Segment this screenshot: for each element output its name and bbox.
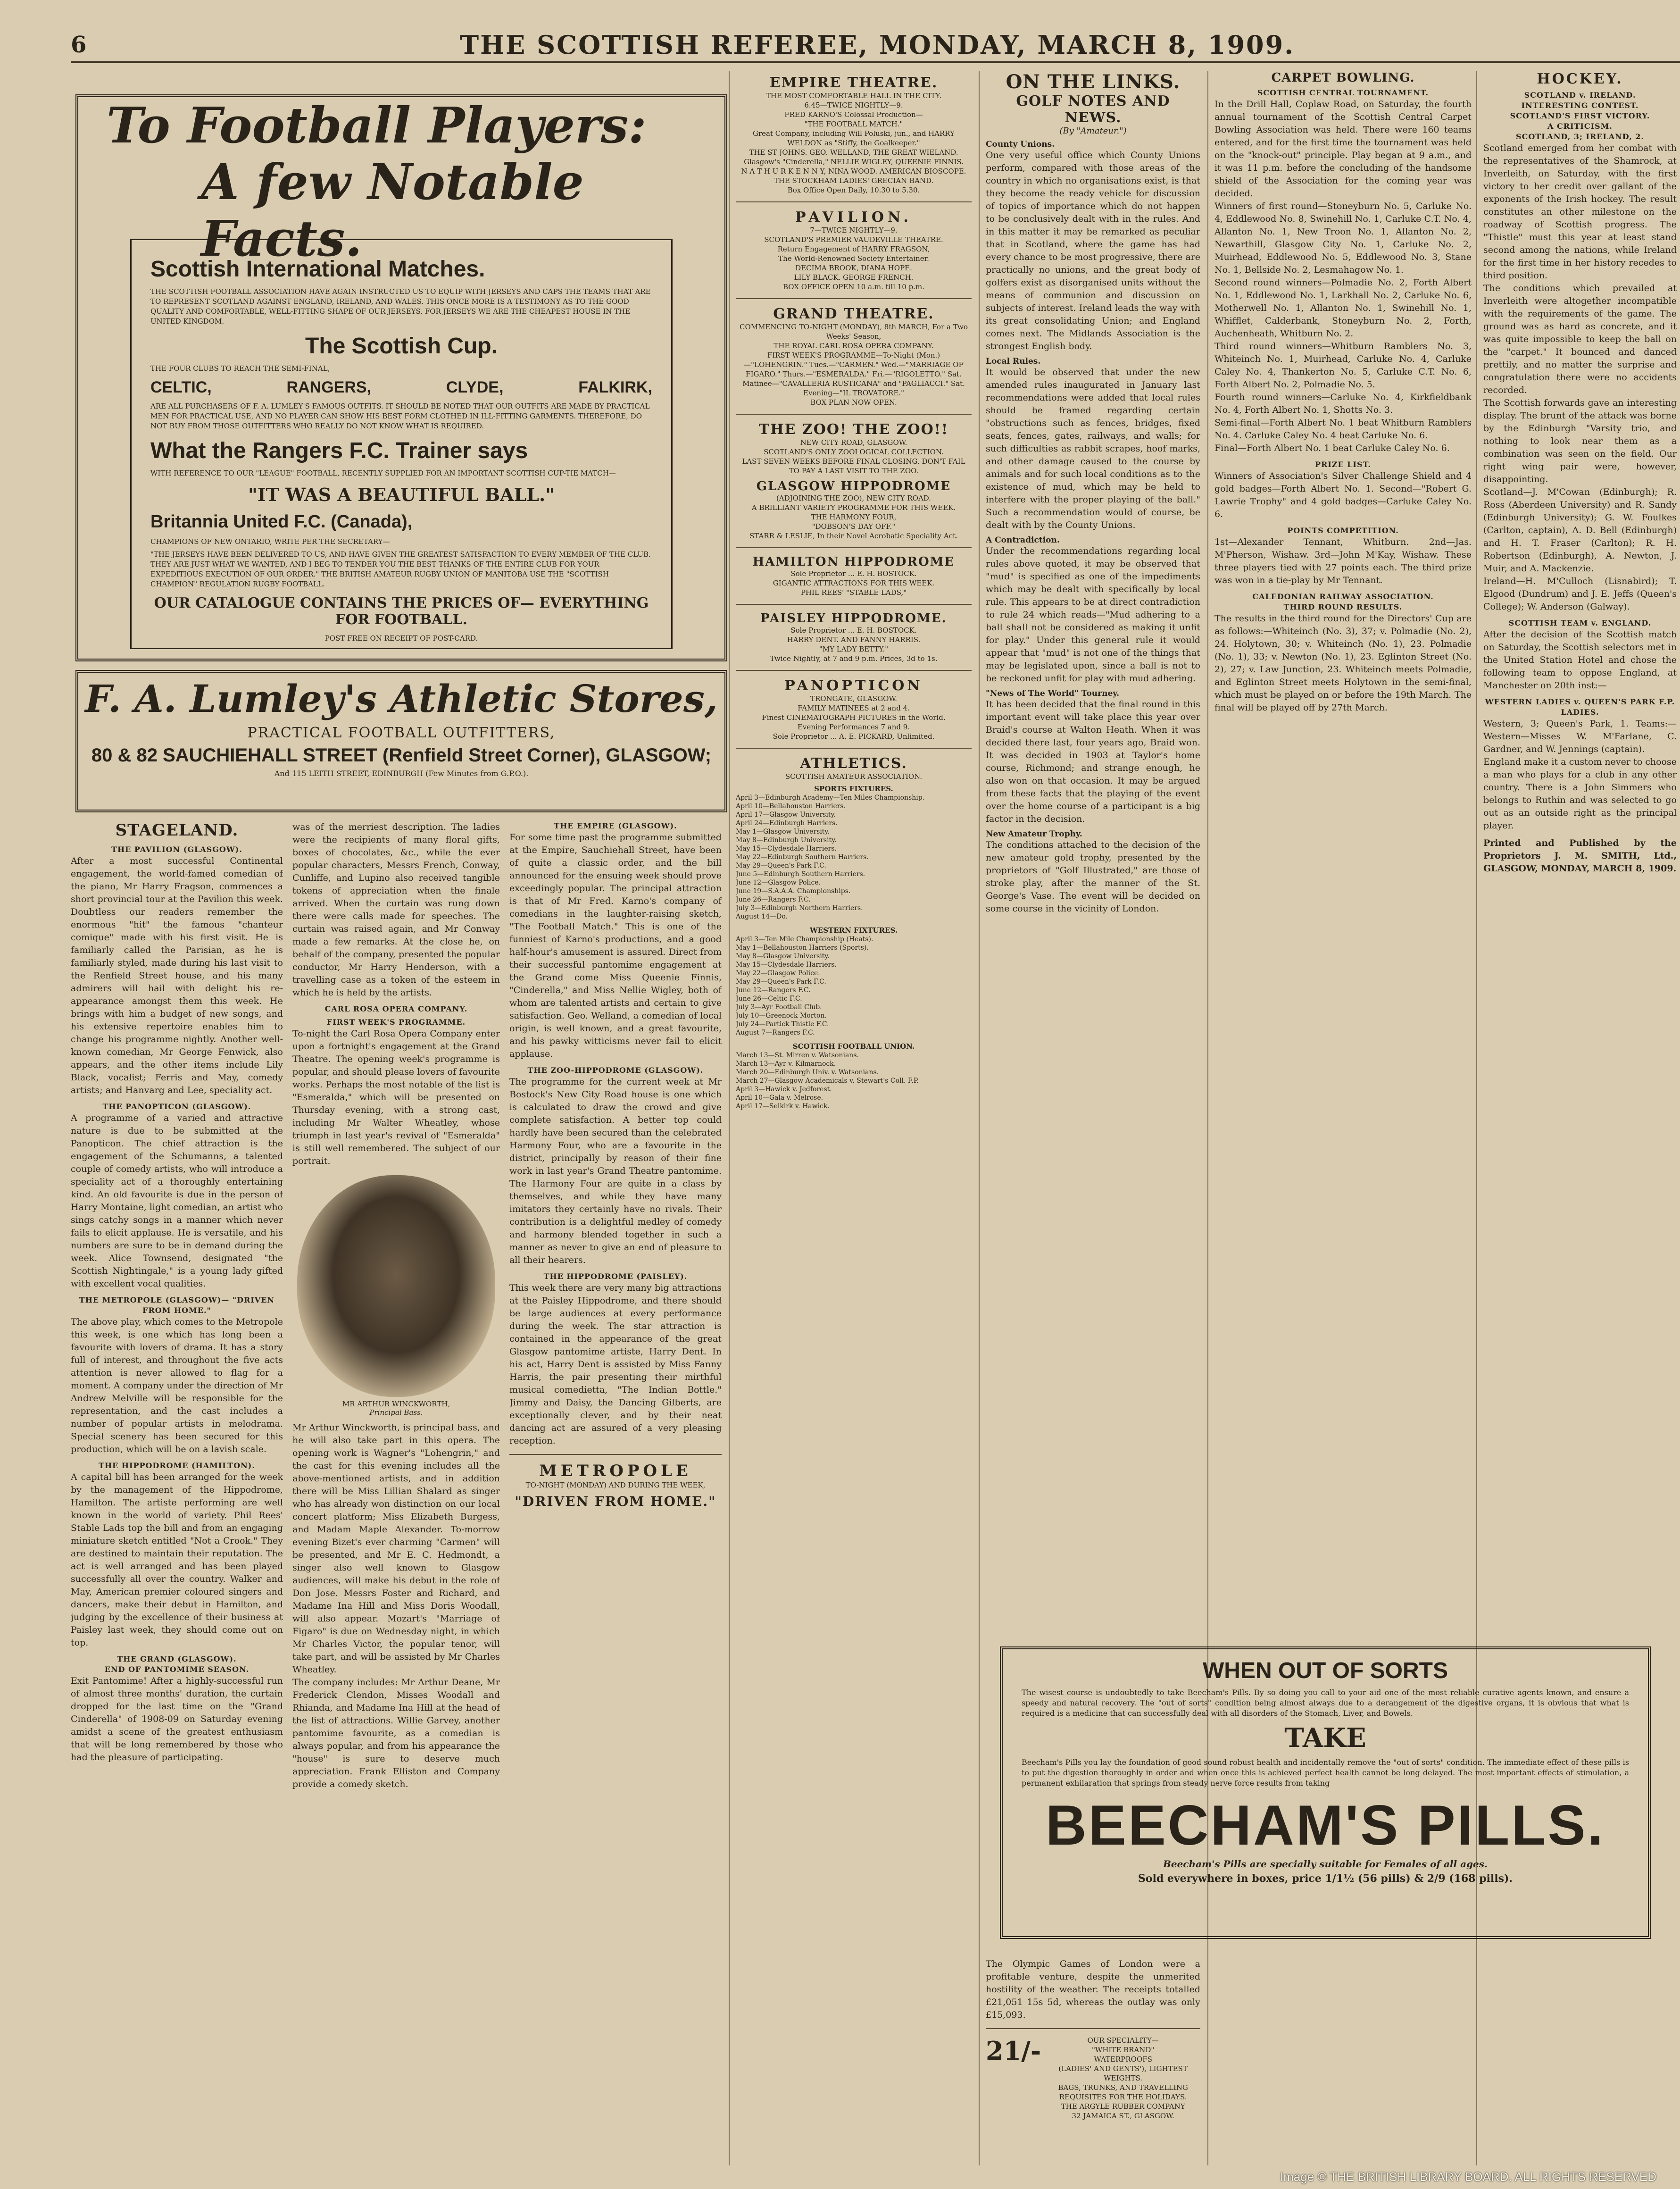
portrait-caption: Principal Bass.	[369, 1408, 423, 1417]
list-item: DECIMA BROOK, DIANA HOPE.	[795, 264, 912, 272]
opera-column	[292, 821, 500, 2180]
newspaper-title: THE SCOTTISH REFEREE, MONDAY, MARCH 8, 1909.	[459, 30, 1295, 60]
masthead	[71, 28, 1680, 63]
advert-take: TAKE	[1284, 1722, 1366, 1754]
list-item: BOX OFFICE OPEN 10 a.m. till 10 p.m.	[783, 283, 924, 291]
article-subheading: THE GRAND (GLASGOW).	[117, 1654, 237, 1663]
advert-tagline: Beecham's Pills are specially suitable for Females of all ages.	[1163, 1858, 1488, 1870]
list-item: April 24—Edinburgh Harriers.	[736, 819, 838, 827]
article-text: For some time past the programme submitted at the Empire, Sauchiehall Street, have been of quite a classic order, and the bill announced for the ensuing week should prove exceedingly popular. The principal attraction is that of Mr Fred. Karno's company of comedians in the laughter-raising sketch, "The Football Match." This is one of the funniest of Karno's productions, and a good half-hour's amusement is assured. Direct from their successful pantomime engagement at the Grand come Miss Queenie Finnis, "Cinderella," and Miss Nellie Wigley, both of whom are talented artists and certain to give satisfaction. Geo. Welland, a comedian of local origin, is well known, and a great favourite, and his pawky witticisms never fail to elicit applause.	[509, 832, 722, 1059]
list-item: LILY BLACK. GEORGE FRENCH.	[794, 273, 914, 282]
list-item: Return Engagement of HARRY FRAGSON,	[777, 245, 930, 253]
list-item: SCOTLAND'S PREMIER VAUDEVILLE THEATRE.	[764, 235, 943, 244]
article-text: The Scottish forwards gave an interesting display. The brunt of the attack was borne by the Edinburgh "Varsity trio, and nothing to look near them as a combination was seen on the field. Our right wing pair were, however, disappointing.	[1483, 398, 1677, 485]
article-text: Mr Arthur Winckworth, is principal bass, and he will also take part in this opera. The opening work is Wagner's "Lohengrin," and the cast for this evening includes all the above-mentioned artists, and in addition there will be Miss Lillian Shalard as singer who has already won distinction on our local concert platform; Miss Elizabeth Burgess, and Madam Maple Alexander. To-morrow evening Bizet's ever charming "Carmen" will be presented, and Mr E. C. Hedmondt, a singer also well known to Glasgow audiences, will make his debut in the role of Don Jose. Messrs Foster and Richard, and Madame Ina Hill and Miss Doris Woodall, will also appear. Mozart's "Marriage of Figaro" is due on Wednesday night, in which Mr Charles Victor, the popular tenor, will take part, and will be assisted by Mr Charles Wheatley.	[292, 1422, 500, 1675]
panopticon-listing	[736, 694, 972, 741]
article-subheading: County Unions.	[986, 140, 1055, 149]
metropole-title: METROPOLE	[539, 1462, 692, 1480]
list-item: Evening Performances 7 and 9.	[797, 723, 910, 731]
section-title: Britannia United F.C. (Canada),	[150, 512, 413, 532]
article-subheading: FIRST WEEK'S PROGRAMME.	[326, 1018, 466, 1027]
article-subheading: "News of The World" Tourney.	[986, 689, 1120, 698]
section-title: The Scottish Cup.	[305, 334, 498, 359]
section-heading: ON THE LINKS.	[1006, 71, 1181, 93]
fixtures-heading: SPORTS FIXTURES.	[814, 785, 893, 793]
list-item: April 3—Ten Mile Championship (Heats).	[736, 936, 873, 943]
athletics-subtitle: SCOTTISH AMATEUR ASSOCIATION.	[785, 772, 923, 781]
section-heading: STAGELAND.	[115, 821, 239, 840]
list-item: June 12—Rangers F.C.	[736, 986, 811, 994]
section-text: ARE ALL PURCHASERS OF F. A. LUMLEY'S FAMOUS OUTFITS. IT SHOULD BE NOTED THAT OUR OUTFITS ARE MADE BY PRACTICAL MEN FOR PRACTICAL USE, AND NO PLAYER CAN SHOW HIS BEST FORM CLOTHED IN ILL-FITTING GARMENTS. THEREFORE, DO NOT BUY FROM THOSE OUTFITTERS WHO REALLY DO NOT KNOW WHAT IS REQUIRED.	[150, 402, 650, 430]
zoo-listing	[736, 438, 972, 476]
article-subheading: THE PAVILION (GLASGOW).	[111, 845, 242, 854]
list-item: March 20—Edinburgh Univ. v. Watsonians.	[736, 1069, 879, 1076]
empire-listing	[736, 100, 972, 195]
empire-subtitle: THE MOST COMFORTABLE HALL IN THE CITY.	[765, 92, 942, 100]
article-subheading: SCOTLAND v. IRELAND.	[1524, 91, 1636, 100]
column-rule	[729, 71, 730, 2165]
article-subheading: SCOTLAND'S FIRST VICTORY.	[1510, 111, 1650, 120]
list-item: July 3—Edinburgh Northern Harriers.	[736, 904, 863, 912]
article-text: Second round winners—Polmadie No. 2, Forth Albert No. 1, Eddlewood No. 1, Larkhall No. 2, Carluke No. 6, Motherwell No. 1, Allanton No. 1, Swinehill No. 1, Whifflet, Calderbank, Stoneyburn No. 2, Forth, Auchenheath, Whitburn No. 2.	[1214, 277, 1472, 339]
advert-headline-2: A few Notable Facts.	[201, 153, 584, 267]
list-item: Sole Proprietor ... E. H. BOSTOCK.	[790, 569, 917, 578]
article-text: After a most successful Continental engagement, the world-famed comedian of the piano, Mr Harry Fragson, commences a short provincial tour at the Pavilion this week. Doubtless our readers remember the enormous "hit" the famous "chanteur comique" made with his first visit. He is familiarly called the Parisian, as he is familiarly styled, made during his last visit to the Renfield Street house, and his many admirers will hail with delight his re-appearance amongst them this week. He brings with him a budget of new songs, and his extensive repertoire enables him to change his programme nightly. Another well-known comedian, Mr George Fenwick, also appears, and the other items include Lily Black, vocalist; Ferris and May, comedy artists; and Hanvarg and Lee, speciality act.	[71, 856, 283, 1095]
list-item: THE STOCKHAM LADIES' GRECIAN BAND.	[773, 176, 934, 185]
article-subheading: CARL ROSA OPERA COMPANY.	[324, 1004, 468, 1013]
list-item: HARRY DENT. AND FANNY HARRIS.	[787, 635, 921, 644]
article-text: The programme for the current week at Mr Bostock's New City Road house is one which is calculated to draw the crowd and give complete satisfaction. A better top could hardly have been secured than the celebrated Harmony Four, who are a favourite in the district, principally by reason of their fine work in last year's Grand Theatre pantomime. The Harmony Four are quite in a class by themselves, and while they have many imitators they certainly have no rivals. Their contribution is a delightful medley of comedy and harmony blended together in such a manner as never to give an end of pleasure to all their hearers.	[509, 1077, 722, 1265]
article-text: Scotland—J. M'Cowan (Edinburgh); R. Ross (Aberdeen University) and R. Sandy (Edinburgh University); G. W. Foulkes (Carlton, captain), A. D. Bell (Edinburgh) and H. T. Fraser (Carlton); R. H. Robertson (Edinburgh), A. Newton, J. Muir, and A. Mackenzie.	[1483, 487, 1677, 574]
section-title: Scottish International Matches.	[150, 257, 485, 282]
list-item: April 3—Edinburgh Academy—Ten Miles Championship.	[736, 794, 925, 802]
list-item: The World-Renowned Society Entertainer.	[778, 254, 929, 263]
list-item: BOX PLAN NOW OPEN.	[810, 398, 897, 407]
club-name: RANGERS,	[286, 378, 371, 396]
metropole-line: TO-NIGHT (MONDAY) AND DURING THE WEEK,	[525, 1481, 706, 1489]
advert-brand: BEECHAM'S PILLS.	[1046, 1794, 1605, 1857]
portrait-image	[297, 1175, 495, 1397]
panopticon-title: PANOPTICON	[784, 677, 923, 694]
article-subheading: A CRITICISM.	[1547, 122, 1613, 131]
list-item: LAST SEVEN WEEKS BEFORE FINAL CLOSING. DON'T FAIL TO PAY A LAST VISIT TO THE ZOO.	[742, 457, 965, 475]
article-subheading: A Contradiction.	[986, 535, 1060, 545]
article-text: It would be observed that under the new amended rules inaugurated in January last recommendations were added that local rules should be framed regarding certain "obstructions such as fences, bridges, fixed seats, fences, gates, railways, and walls; for such difficulties as rabbit scrapes, hoof marks, and other damage caused to the course by animals and for such local conditions as to the existence of mud, which may be held to interfere with the proper playing of the ball." Such a recommendation would of course, be dealt with by the County Unions.	[986, 367, 1200, 530]
list-item: April 17—Glasgow University.	[736, 811, 836, 819]
section-text: "THE JERSEYS HAVE BEEN DELIVERED TO US, AND HAVE GIVEN THE GREATEST SATISFACTION TO EVERY MEMBER OF THE CLUB. THEY ARE JUST WHAT WE WANTED, AND I BEG TO TENDER YOU THE BEST THANKS OF THE ENTIRE CLUB FOR YOUR EXPEDITIOUS EXECUTION OF OUR ORDER." THE BRITISH AMATEUR RUGBY UNION OF MANITOBA USE THE "SCOTTISH CHAMPION" REGULATION RUGBY FOOTBALL.	[150, 550, 651, 588]
list-item: PHIL REES' "STABLE LADS,"	[800, 588, 907, 597]
article-subheading: POINTS COMPETITION.	[1287, 526, 1399, 535]
article-subheading: THE PANOPTICON (GLASGOW).	[102, 1102, 251, 1111]
article-text: The company includes: Mr Arthur Deane, Mr Frederick Clendon, Misses Woodall and Rhianda, and Madame Ina Hill at the head of the list of attractions. Willie Garvey, another pantomime favourite, as a comedian is always popular, and from his appearance the "house" is sure to deserve much appreciation. Frank Elliston and Company provide a comedy sketch.	[292, 1677, 500, 1789]
section-heading: CARPET BOWLING.	[1271, 71, 1415, 85]
article-text: Final—Forth Albert No. 1 beat Carluke Caley No. 6.	[1214, 443, 1450, 453]
list-item: (ADJOINING THE ZOO), NEW CITY ROAD.	[776, 494, 931, 502]
list-item: August 14—Do.	[736, 913, 788, 920]
empire-title: EMPIRE THEATRE.	[769, 75, 938, 91]
stageland-column	[71, 821, 283, 2180]
paisley-hippodrome-title: PAISLEY HIPPODROME.	[760, 611, 947, 626]
article-text: Winners of first round—Stoneyburn No. 5, Carluke No. 4, Eddlewood No. 8, Swinehill No. 1, Carluke C.T. No. 4, Allanton No. 1, New Troon No. 1, Allanton No. 2, Newarthill, Glasgow City No. 1, Carluke No. 2, Muirhead, Eddlewood No. 5, Eddlewood No. 3, Stane No. 1, Bellside No. 2, Lesmahagow No. 1.	[1214, 201, 1472, 275]
article-text: Winners of Association's Silver Challenge Shield and 4 gold badges—Forth Albert No. 1. Second—"Robert G. Lawrie Trophy" and 4 gold badges—Carluke Caley No. 6.	[1214, 471, 1472, 519]
store-tagline: PRACTICAL FOOTBALL OUTFITTERS,	[247, 725, 556, 741]
list-item: FAMILY MATINEES at 2 and 4.	[798, 704, 910, 712]
list-item: May 8—Glasgow University.	[736, 952, 830, 960]
article-subheading: THE ZOO-HIPPODROME (GLASGOW).	[527, 1066, 704, 1075]
list-item: June 5—Edinburgh Southern Harriers.	[736, 870, 865, 878]
section-title: What the Rangers F.C. Trainer says	[150, 438, 528, 463]
list-item: THE ST JOHNS. GEO. WELLAND, THE GREAT WIELAND.	[749, 148, 958, 157]
article-subheading: SCOTLAND, 3; IRELAND, 2.	[1516, 132, 1644, 141]
list-item: THE ARGYLE RUBBER COMPANY	[1061, 2102, 1185, 2111]
article-text: Under the recommendations regarding local rules above quoted, it may be observed that "mud" is specified as one of the impediments which may be dealt with specifically by local rule. This appears to be at direct contradiction to rule 24 which reads—"Mud adhering to a ball shall not be considered as making it unfit for play." Under this general rule it would appear that "mud" is not one of the things that may be legislated upon, since a ball is not to be reckoned unfit for play with mud adhering.	[986, 546, 1200, 684]
article-text: It has been decided that the final round in this important event will take place this year over Braid's course at Walton Heath. When it was decided there last, four years ago, Braid won. It was decided in 1903 at Taylor's home course, Richmond; and strange enough, he also won on that occasion. It may be argued from these facts that the playing of the event over the home course of a participant is a big factor in the decision.	[986, 699, 1200, 824]
list-item: FRED KARNO'S Colossal Production—	[784, 110, 923, 119]
article-subheading: SCOTTISH TEAM v. ENGLAND.	[1508, 618, 1652, 627]
article-text: Semi-final—Forth Albert No. 1 beat Whitburn Ramblers No. 4. Carluke Caley No. 4 beat Carluke No. 6.	[1214, 418, 1472, 441]
article-subheading: New Amateur Trophy.	[986, 829, 1082, 839]
section-text: THE SCOTTISH FOOTBALL ASSOCIATION HAVE AGAIN INSTRUCTED US TO EQUIP WITH JERSEYS AND CAPS THE TEAMS THAT ARE TO REPRESENT SCOTLAND AGAINST ENGLAND, IRELAND, AND WALES. THIS ONCE MORE IS A TESTIMONY AS TO THE GOOD QUALITY AND COMFORTABLE, WELL-FITTING SHAPE OF OUR JERSEYS. FOR JERSEYS WE ARE THE CHEAPEST HOUSE IN THE UNITED KINGDOM.	[150, 287, 651, 326]
article-subheading: THIRD ROUND RESULTS.	[1283, 602, 1403, 611]
list-item: July 24—Partick Thistle F.C.	[736, 1020, 829, 1028]
article-subheading: END OF PANTOMIME SEASON.	[104, 1665, 250, 1674]
store-name: F. A. Lumley's Athletic Stores,	[85, 677, 718, 721]
article-text: The Olympic Games of London were a profitable venture, despite the unmerited hostility of the weather. The receipts totalled £21,051 15s 5d, whereas the outlay was only £15,093.	[986, 1959, 1200, 2020]
article-text: The results in the third round for the Directors' Cup are as follows:—Whiteinch (No. 3), 37; v. Polmadie (No. 2), 24. Holytown, 30; v. Whiteinch (No. 1), 23. Polmadie (No. 1), 33; v. Newton (No. 1), 23. Eglinton Street (No. 2), 27; v. Law Junction, 23. Whiteinch meets Polmadie, and Eglinton Street meets Holytown in the semi-final, which must be played on or before the 19th March. The final will be played off by 27th March.	[1214, 613, 1472, 713]
sfu-fixture-list	[736, 1051, 972, 1111]
grand-listing	[736, 322, 972, 407]
list-item: May 22—Edinburgh Southern Harriers.	[736, 853, 869, 861]
list-item: May 15—Clydesdale Harriers.	[736, 961, 837, 969]
column-rule	[979, 71, 980, 2165]
article-subheading: INTERESTING CONTEST.	[1521, 101, 1639, 110]
list-item: Sole Proprietor ... E. H. BOSTOCK.	[790, 626, 917, 635]
list-item: May 15—Clydesdale Harriers.	[736, 845, 837, 852]
article-text: After the decision of the Scottish match on Saturday, the Scottish selectors met in the United Station Hotel and chose the following team to oppose England, at Manchester on 20th inst:—	[1483, 629, 1677, 691]
store-address: 80 & 82 SAUCHIEHALL STREET (Renfield Street Corner), GLASGOW;	[91, 745, 712, 766]
list-item: June 19—S.A.A.A. Championships.	[736, 887, 851, 895]
list-item: Finest CINEMATOGRAPH PICTURES in the World.	[762, 713, 946, 722]
lumley-stores-advert	[75, 670, 727, 812]
olympic-note	[986, 1958, 1200, 2180]
list-item: May 22—Glasgow Police.	[736, 969, 820, 977]
list-item: COMMENCING TO-NIGHT (MONDAY), 8th MARCH, For a Two Weeks' Season,	[739, 323, 968, 341]
list-item: May 8—Edinburgh University.	[736, 836, 837, 844]
list-item: May 29—Queen's Park F.C.	[736, 862, 826, 869]
pavilion-listing	[736, 226, 972, 292]
theatre-news-column	[509, 821, 722, 2180]
list-item: May 1—Glasgow University.	[736, 828, 830, 835]
article-text: Third round winners—Whitburn Ramblers No. 3, Whiteinch No. 1, Muirhead, Carluke No. 4, Carluke Caley No. 4, Thankerton No. 5, Carluke C.T. No. 6, Forth Albert No. 2, Polmadie No. 5.	[1214, 341, 1472, 390]
club-name: CELTIC,	[150, 378, 212, 396]
club-name: FALKIRK,	[578, 378, 652, 396]
article-subheading: SCOTTISH CENTRAL TOURNAMENT.	[1257, 88, 1429, 97]
article-text: The conditions attached to the decision of the new amateur gold trophy, presented by the proprietors of "Golf Illustrated," are those of stroke play, after the manner of the St. George's Vase. The event will be decided on some course in the vicinity of London.	[986, 840, 1200, 914]
pavilion-title: PAVILION.	[795, 209, 912, 226]
list-item: May 1—Bellahouston Harriers (Sports).	[736, 944, 869, 952]
section-text: WITH REFERENCE TO OUR "LEAGUE" FOOTBALL, RECENTLY SUPPLIED FOR AN IMPORTANT SCOTTISH CUP-TIE MATCH—	[150, 469, 616, 477]
advert-price: Sold everywhere in boxes, price 1/1½ (56 pills) & 2/9 (168 pills).	[1138, 1872, 1513, 1885]
list-item: May 29—Queen's Park F.C.	[736, 978, 826, 986]
list-item: "WHITE BRAND"	[1092, 2046, 1155, 2054]
paisley-hippodrome-listing	[736, 626, 972, 663]
article-subheading: THE HIPPODROME (HAMILTON).	[99, 1461, 255, 1470]
list-item: 32 JAMAICA ST., GLASGOW.	[1072, 2112, 1174, 2120]
list-item: "MY LADY BETTY."	[819, 645, 889, 653]
list-item: June 12—Glasgow Police.	[736, 879, 821, 886]
article-text: Ireland—H. M'Culloch (Lisnabird); T. Elgood (Dundrum) and J. E. Jeffs (Queen's College); W. Anderson (Galway).	[1483, 576, 1677, 612]
list-item: April 17—Selkirk v. Hawick.	[736, 1103, 830, 1110]
western-fixtures-heading: WESTERN FIXTURES.	[809, 926, 898, 935]
list-item: GIGANTIC ATTRACTIONS FOR THIS WEEK.	[773, 579, 935, 587]
list-item: 7—TWICE NIGHTLY—9.	[810, 226, 898, 234]
western-fixture-list	[736, 935, 972, 1037]
hamilton-hippodrome-title: HAMILTON HIPPODROME	[752, 555, 955, 569]
list-item: OUR SPECIALITY—	[1087, 2036, 1159, 2045]
advert-inner-box	[130, 239, 673, 649]
list-item: Sole Proprietor ... A. E. PICKARD, Unlimited.	[773, 732, 935, 741]
list-item: NEW CITY ROAD, GLASGOW.	[800, 438, 907, 447]
list-item: THE ROYAL CARL ROSA OPERA COMPANY.	[773, 342, 934, 350]
article-text: Fourth round winners—Carluke No. 4, Kirkfieldbank No. 4, Forth Albert No. 1, Shotts No. 3.	[1214, 392, 1472, 415]
article-text: was of the merriest description. The ladies were the recipients of many floral gifts, boxes of chocolates, &c., while the ever popular characters, Messrs French, Conway, Cunliffe, and Lupino also received tangible tokens of appreciation when the finale arrived. When the curtain was rung down there were calls made for speeches. The curtain was raised again, and Mr Conway made a few remarks. At the close he, on behalf of the company, presented the popular conductor, Mr Harry Henderson, with a travelling case as a token of the esteem in which he is held by the artists.	[292, 822, 500, 998]
article-subheading: THE METROPOLE (GLASGOW)— "DRIVEN FROM HOME."	[79, 1295, 275, 1315]
advert-body: Beecham's Pills you lay the foundation of good sound robust health and incidentally remove the "out of sorts" condition. The immediate effect of these pills is to put the digestion thoroughly in order and when once this is achieved perfect health cannot be long delayed. The most important effects of stimulation, a permanent exhilaration that springs from steady nerve force results from taking	[1022, 1758, 1629, 1788]
advert-title: WHEN OUT OF SORTS	[1203, 1658, 1448, 1683]
catalogue-post: POST FREE ON RECEIPT OF POST-CARD.	[324, 634, 478, 643]
sfu-heading: SCOTTISH FOOTBALL UNION.	[792, 1042, 915, 1051]
article-subheading: THE EMPIRE (GLASGOW).	[554, 821, 677, 830]
article-subheading: Local Rules.	[986, 357, 1041, 366]
article-text: 1st—Alexander Tennant, Whitburn. 2nd—Jas. M'Pherson, Wishaw. 3rd—John M'Kay, Wishaw. These three players tied with 27 points each. The third prize was won in a tie-play by Mr Tennant.	[1214, 537, 1472, 585]
portrait-caption: MR ARTHUR WINCKWORTH,	[342, 1400, 450, 1408]
trainer-quote: "IT WAS A BEAUTIFUL BALL."	[248, 484, 555, 505]
article-subheading: WESTERN LADIES v. QUEEN'S PARK F.P. LADIES.	[1485, 697, 1675, 717]
article-text: One very useful office which County Unions perform, compared with those areas of the country in which no organisations exist, is that they become the ready vehicle for discussion of topics of importance which do not happen to be conclusively dealt with in the rules. And in this matter it may be remarked as peculiar that in Scotland, where the game has had every chance to be most progressive, there are practically no unions, and the great body of golfers exist as disorganised units without the means of communion and discussion on subjects of interest. Ireland leads the way with its great consolidating Union; and England comes next. The Midlands Association is the strongest English body.	[986, 150, 1200, 351]
list-item: March 13—St. Mirren v. Watsonians.	[736, 1052, 859, 1059]
article-text: A capital bill has been arranged for the week by the management of the Hippodrome, Hamilton. The artiste performing are well known in the world of variety. Phil Rees' Stable Lads top the bill and from an engaging miniature sketch entitled "Not a Crook." They are destined to maintain their reputation. The act is well arranged and has been played successfully all over the country. Walker and May, American premier coloured singers and dancers, make their debut in Hamilton, and judging by the excellence of their business at Paisley last week, they should come out on top.	[71, 1472, 283, 1648]
byline: (By "Amateur.")	[1059, 126, 1127, 136]
metropole-play: "DRIVEN FROM HOME."	[515, 1494, 716, 1509]
list-item: July 10—Greenock Morton.	[736, 1012, 827, 1019]
article-text: Western, 3; Queen's Park, 1. Teams:—Western—Misses W. M'Farlane, C. Gardner, and W. Jennings (captain).	[1483, 719, 1677, 754]
section-heading: HOCKEY.	[1537, 71, 1623, 87]
article-text: In the Drill Hall, Coplaw Road, on Saturday, the fourth annual tournament of the Scottish Central Carpet Bowling Association was held. There were 160 teams entered, and for the first time the tournament was held on the "knock-out" principle. Play began at 9 a.m., and it was 11 p.m. before the concluding of the handsome shield of the Association for the coming year was decided.	[1214, 99, 1472, 199]
list-item: THE HARMONY FOUR,	[811, 513, 897, 521]
list-item: 6.45—TWICE NIGHTLY—9.	[804, 101, 903, 109]
list-item: "DOBSON'S DAY OFF."	[812, 522, 896, 531]
list-item: April 10—Bellahouston Harriers.	[736, 802, 846, 810]
carpet-bowling-column	[1214, 71, 1472, 1637]
list-item: Twice Nightly, at 7 and 9 p.m. Prices, 3d to 1s.	[770, 654, 938, 663]
football-players-advert	[75, 94, 727, 661]
list-item: March 27—Glasgow Academicals v. Stewart's Coll. F.P.	[736, 1077, 919, 1085]
list-item: WATERPROOFS	[1094, 2055, 1152, 2064]
zoo-title: THE ZOO! THE ZOO!!	[758, 421, 949, 438]
fixture-list	[736, 794, 972, 921]
section-subheading: GOLF NOTES AND NEWS.	[1016, 93, 1170, 126]
grand-title: GRAND THEATRE.	[773, 306, 934, 322]
article-text: The conditions which prevailed at Inverleith were altogether incompatible with the requirements of the game. The ground was as hard as concrete, and it was quite impossible to keep the ball on the "carpet." It bounced and danced prettily, and no matter the surprise and congratulation there were no accidents recorded.	[1483, 283, 1677, 395]
golf-column	[986, 71, 1200, 1637]
list-item: BAGS, TRUNKS, AND TRAVELLING REQUISITES FOR THE HOLIDAYS.	[1058, 2083, 1188, 2101]
article-subheading: CALEDONIAN RAILWAY ASSOCIATION.	[1252, 592, 1434, 601]
list-item: June 26—Rangers F.C.	[736, 896, 811, 903]
list-item: (LADIES' AND GENTS'), LIGHTEST WEIGHTS.	[1058, 2064, 1188, 2082]
store-branch: And 115 LEITH STREET, EDINBURGH (Few Minutes from G.P.O.).	[274, 769, 529, 778]
section-text: CHAMPIONS OF NEW ONTARIO, WRITE PER THE SECRETARY—	[150, 537, 390, 546]
article-text: To-night the Carl Rosa Opera Company enter upon a fortnight's engagement at the Grand Theatre. The opening week's programme is popular, and should please lovers of favourite works. Perhaps the most notable of the list is "Esmeralda," which will be presented on Thursday evening, with a strong cast, including Mr Walter Wheatley, whose triumph in last year's revival of "Esmeralda" is still well remembered. The subject of our portrait.	[292, 1028, 500, 1166]
list-item: August 7—Rangers F.C.	[736, 1029, 815, 1036]
list-item: "THE FOOTBALL MATCH."	[804, 120, 903, 128]
list-item: June 26—Celtic F.C.	[736, 995, 802, 1003]
list-item: Box Office Open Daily, 10.30 to 5.30.	[787, 186, 920, 194]
theatre-adverts-column	[736, 71, 972, 2165]
list-item: July 3—Ayr Football Club.	[736, 1003, 822, 1011]
list-item: April 10—Gala v. Melrose.	[736, 1094, 823, 1102]
image-credit: Image © THE BRITISH LIBRARY BOARD. ALL RIGHTS RESERVED	[1280, 2170, 1656, 2184]
list-item: March 13—Ayr v. Kilmarnock.	[736, 1060, 836, 1068]
list-item: FIRST WEEK'S PROGRAMME—To-Night (Mon.)—"LOHENGRIN." Tues.—"CARMEN." Wed.—"MARRIAGE OF FIGARO." Thurs.—"ESMERALDA." Fri.—"RIGOLETTO." Sat. Matinee—"CAVALLERIA RUSTICANA" and "PAGLIACCI." Sat. Evening—"IL TROVATORE."	[742, 351, 965, 397]
list-item: TRONGATE, GLASGOW.	[810, 694, 898, 703]
rubber-price: 21/-	[986, 2036, 1041, 2066]
list-item: STARR & LESLIE, In their Novel Acrobatic Speciality Act.	[749, 532, 958, 540]
glasgow-hippodrome-title: GLASGOW HIPPODROME	[756, 479, 951, 493]
article-text: This week there are very many big attractions at the Paisley Hippodrome, and there should be large audiences at every performance during the week. The star attraction is contained in the appearance of the great Glasgow pantomime artiste, Harry Dent. In his act, Harry Dent is assisted by Miss Fanny Harris, the pair presenting their mirthful musical comedietta, "The Indian Bottle." Jimmy and Daisy, the Dancing Gilberts, are exceptionally clever, and by their neat dancing act are assured of a very pleasing reception.	[509, 1283, 722, 1446]
list-item: Great Company, including Will Poluski, jun., and HARRY WELDON as "Stiffy, the Goalkeeper."	[752, 129, 955, 147]
club-name: CLYDE,	[446, 378, 504, 396]
glasgow-hippodrome-listing	[736, 493, 972, 541]
article-text: Exit Pantomime! After a highly-successful run of almost three months' duration, the curtain dropped for the last time on the "Grand Cinderella" of 1908-09 on Saturday evening amidst a scene of the greatest enthusiasm that will be long remembered by those who had the pleasure of participating.	[71, 1676, 283, 1763]
advert-headline-1: To Football Players:	[107, 96, 647, 154]
catalogue-line: OUR CATALOGUE CONTAINS THE PRICES OF— EVERYTHING FOR FOOTBALL.	[154, 595, 649, 628]
imprint: Printed and Published by the Proprietors J. M. SMITH, Ltd., GLASGOW, MONDAY, MARCH 8, 1909.	[1483, 838, 1677, 874]
article-text: Scotland emerged from her combat with the representatives of the Shamrock, at Inverleith, on Saturday, with the first victory to her credit over gallant of the exponents of the Irish hockey. The result constitutes an other milestone on the roadway of Scottish progress. The "Thistle" must this year at least stand second among the nations, while Ireland for the first time in her history recedes to third position.	[1483, 143, 1677, 281]
list-item: April 3—Hawick v. Jedforest.	[736, 1086, 832, 1093]
hockey-column	[1483, 71, 1677, 2165]
athletics-title: ATHLETICS.	[800, 755, 907, 772]
article-subheading: THE HIPPODROME (PAISLEY).	[543, 1272, 688, 1281]
section-text: THE FOUR CLUBS TO REACH THE SEMI-FINAL,	[150, 364, 330, 373]
page-number: 6	[71, 32, 87, 58]
advert-intro: The wisest course is undoubtedly to take Beecham's Pills. By so doing you call to your aid one of the most reliable curative agents known, and ensure a speedy and natural recovery. The "out of sorts" condition being almost always due to a derangement of the digestive organs, it is obvious that what is required is a medicine that can successfully deal with all disorders of the Stomach, Liver, and Bowels.	[1022, 1688, 1629, 1718]
list-item: A BRILLIANT VARIETY PROGRAMME FOR THIS WEEK.	[751, 503, 956, 512]
rubber-company-advert	[1046, 2036, 1200, 2121]
hamilton-hippodrome-listing	[736, 569, 972, 597]
list-item: SCOTLAND'S ONLY ZOOLOGICAL COLLECTION.	[764, 448, 944, 456]
article-text: The above play, which comes to the Metropole this week, is one which has long been a favourite with lovers of drama. It has a story full of interest, and throughout the five acts attention is never allowed to flag for a moment. A company under the direction of Mr Andrew Melville will be responsible for the representation, and the cast includes a number of popular artists in melodrama. Special scenery has been secured for this production, which will be on a lavish scale.	[71, 1317, 283, 1454]
article-text: A programme of a varied and attractive nature is due to be submitted at the Panopticon. The chief attraction is the engagement of the Schumanns, a talented couple of comedy artists, who will introduce a speciality act of a thoroughly entertaining kind. An old favourite is due in the person of Harry Montaine, light comedian, an artist who sings catchy songs in a manner which never fails to elicit applause. He is versatile, and his numbers are sure to be in demand during the week. Alice Townsend, designated "the Scottish Nightingale," is a young lady gifted with excellent vocal qualities.	[71, 1113, 283, 1289]
article-subheading: PRIZE LIST.	[1315, 460, 1371, 469]
club-list	[150, 378, 652, 397]
list-item: N A T H U R K E N N Y, NINA WOOD. AMERICAN BIOSCOPE.	[741, 167, 966, 175]
article-text: England make it a custom never to choose a man who plays for a club in any other country. There is a John Simmers who belongs to Ruthin and was selected to go out as an outside right as the principal player.	[1483, 757, 1677, 831]
list-item: Glasgow's "Cinderella," NELLIE WIGLEY, QUEENIE FINNIS.	[744, 158, 964, 166]
